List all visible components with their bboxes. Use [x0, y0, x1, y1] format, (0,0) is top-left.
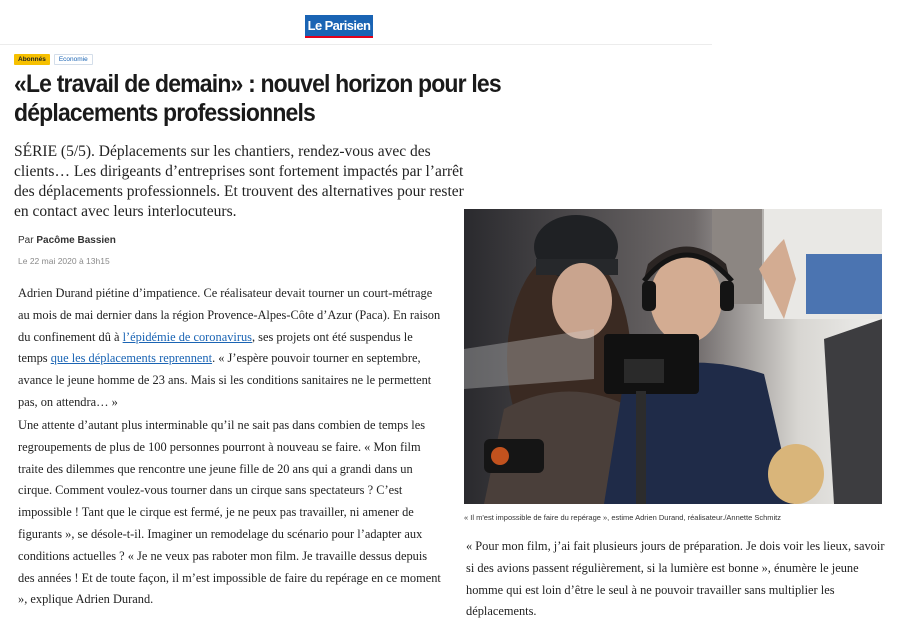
publish-date: Le 22 mai 2020 à 13h15: [18, 256, 110, 266]
article-paragraph-1: [18, 283, 443, 414]
article-chapo: SÉRIE (5/5). Déplacements sur les chantiers, rendez-vous avec des clients… Les dirigeants d’entreprises sont fortement impactés par l’arrêt des déplacements professionnels. Et trouvent des alternatives pour rester en contact avec leurs interlocuteurs.: [14, 143, 464, 220]
byline-prefix: Par: [18, 235, 34, 246]
coronavirus-link[interactable]: l’épidémie de coronavirus: [122, 329, 252, 344]
le-parisien-logo[interactable]: Le Parisien: [305, 15, 373, 38]
byline: [18, 235, 116, 246]
rubrique-tag[interactable]: Economie: [54, 54, 93, 65]
photo-illustration: [464, 209, 882, 504]
article-title: «Le travail de demain» : nouvel horizon pour les déplacements professionnels: [14, 70, 501, 127]
photo-caption: « Il m'est impossible de faire du repérage », estime Adrien Durand, réalisateur./Annette Schmitz: [464, 513, 782, 522]
author-name[interactable]: Pacôme Bassien: [36, 235, 116, 246]
deplacements-link[interactable]: que les déplacements reprennent: [50, 351, 213, 366]
article-tags: [14, 54, 93, 65]
site-header: [0, 0, 712, 45]
abonnes-badge: Abonnés: [14, 54, 50, 65]
article-paragraph-3: « Pour mon film, j’ai fait plusieurs jours de préparation. Je dois voir les lieux, savoir si des avions passent régulièrement, si la lumière est bonne », énumère le jeune homme qui est loin d’être le seul à ne pouvoir travailler sans multiplier les déplacements.: [466, 539, 885, 619]
article-photo: [464, 209, 882, 504]
p1-text-b: , ses projets ont été suspendus le temps: [18, 329, 413, 366]
p1-text-c: . « J’espère pouvoir tourner en septembre, avance le jeune homme de 23 ans. Mais si les conditions sanitaires ne le permettent pas, on attendra… »: [18, 351, 432, 409]
p1-text-a: Adrien Durand piétine d’impatience. Ce réalisateur devait tourner un court-métrage au mois de mai dernier dans la région Provence-Alpes-Côte d’Azur (Paca). En raison du confinement dû à: [18, 286, 441, 344]
article-paragraph-2: Une attente d’autant plus interminable qu’il ne sait pas dans combien de temps les regroupements de plus de 100 personnes pourront à nouveau se faire. « Mon film traite des dilemmes que rencontre une jeune fille de 20 ans qui a grandi dans un cirque. Comment voulez-vous tourner dans un cirque sans spectateurs ? C’est impossible ! Tant que le cirque est fermé, je ne peux pas travailler, ni amener de figurants », se désole-t-il. Imaginer un remodelage du scénario pour l’adapter aux conditions actuelles ? « Je ne veux pas raboter mon film. Je travaille dessus depuis des années ! Et de toute façon, il m’est impossible de faire du repérage en ce moment », explique Adrien Durand.: [18, 418, 441, 607]
